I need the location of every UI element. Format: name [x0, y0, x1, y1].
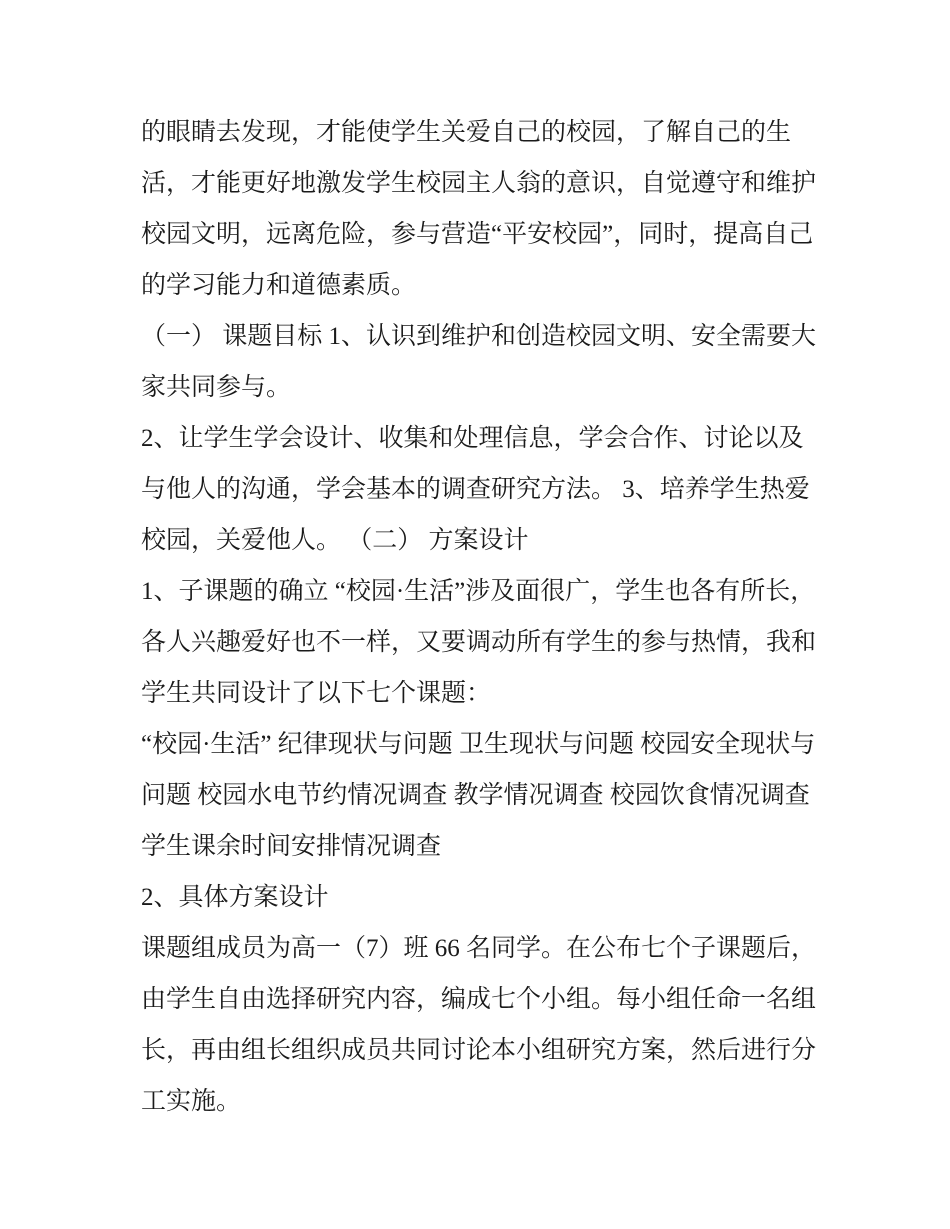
text-line: 学生共同设计了以下七个课题： [141, 680, 492, 707]
topic-list-line: 学生课余时间安排情况调查 [141, 833, 442, 860]
text-line: 各人兴趣爱好也不一样，又要调动所有学生的参与热情，我和 [141, 629, 817, 656]
topic-list-line: “校园·生活” 纪律现状与问题 卫生现状与问题 校园安全现状与 [141, 731, 816, 758]
section-heading-plan: 校园，关爱他人。 （二） 方案设计 [141, 527, 529, 554]
text-line: 工实施。 [141, 1088, 242, 1115]
document-body [141, 107, 821, 1127]
text-line: 课题组成员为高一（7）班 66 名同学。在公布七个子课题后， [141, 935, 817, 962]
text-line: 1、子课题的确立 “校园·生活”涉及面很广，学生也各有所长， [141, 578, 816, 605]
text-line: 的学习能力和道德素质。 [141, 272, 417, 299]
text-line: 活，才能更好地激发学生校园主人翁的意识，自觉遵守和维护 [141, 170, 817, 197]
text-line: 家共同参与。 [141, 374, 292, 401]
text-line: 由学生自由选择研究内容，编成七个小组。每小组任命一名组 [141, 986, 817, 1013]
subsection-heading: 2、具体方案设计 [141, 884, 329, 911]
text-line: 校园文明，远离危险，参与营造“平安校园”，同时，提高自己 [141, 221, 814, 248]
text-line: 的眼睛去发现，才能使学生关爱自己的校园，了解自己的生 [141, 119, 792, 146]
text-line: 与他人的沟通，学会基本的调查研究方法。 3、培养学生热爱 [141, 476, 810, 503]
section-heading-objectives: （一） 课题目标 1、认识到维护和创造校园文明、安全需要大 [141, 323, 817, 350]
text-line: 2、让学生学会设计、收集和处理信息，学会合作、讨论以及 [141, 425, 804, 452]
topic-list-line: 问题 校园水电节约情况调查 教学情况调查 校园饮食情况调查 [141, 782, 810, 809]
text-line: 长，再由组长组织成员共同讨论本小组研究方案，然后进行分 [141, 1037, 817, 1064]
